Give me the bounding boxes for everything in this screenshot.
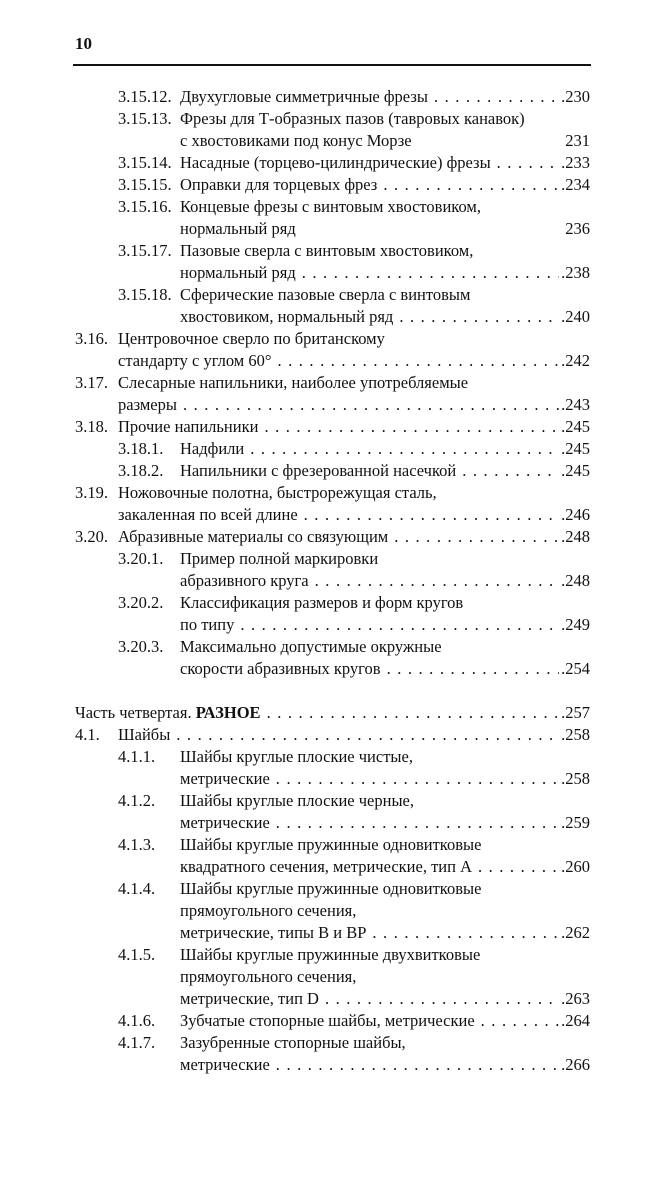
- toc-entry[interactable]: [0, 944, 650, 1010]
- dot-leader: [267, 702, 560, 724]
- dot-leader: [315, 570, 559, 592]
- toc-entry-number: 3.15.17.: [118, 241, 172, 260]
- toc-entry-title: Центровочное сверло по британскому: [118, 329, 385, 348]
- toc-entry-page: .249: [561, 615, 590, 634]
- toc-entry-number: 4.1.3.: [118, 835, 156, 854]
- toc-entry[interactable]: [0, 460, 650, 482]
- dot-leader: [176, 724, 559, 746]
- dot-leader: [277, 350, 559, 372]
- dot-leader: [183, 394, 559, 416]
- toc-entry-title: Ножовочные полотна, быстрорежущая сталь,: [118, 483, 437, 502]
- toc-entry-number: 4.1.: [75, 725, 100, 744]
- toc-entry-page: .259: [561, 813, 590, 832]
- part-prefix: Часть четвертая.: [75, 703, 192, 722]
- toc-entry[interactable]: [0, 174, 650, 196]
- toc-section-3: [0, 86, 650, 680]
- toc-entry-number: 3.15.14.: [118, 153, 172, 172]
- toc-entry-title: Концевые фрезы с винтовым хвостовиком,: [180, 197, 481, 216]
- dot-leader: [434, 86, 559, 108]
- toc-entry-title: метрические: [180, 769, 270, 788]
- toc-entry-title: Шайбы круглые пружинные одновитковые: [180, 835, 482, 854]
- toc-entry-number: 3.15.16.: [118, 197, 172, 216]
- toc-entry[interactable]: [0, 328, 650, 372]
- toc-entry-page: 231: [565, 131, 590, 150]
- dot-leader: [462, 460, 559, 482]
- toc-entry-title: метрические, тип D: [180, 989, 319, 1008]
- toc-entry-page: .246: [561, 505, 590, 524]
- toc-entry[interactable]: [0, 196, 650, 240]
- toc-entry[interactable]: [0, 724, 650, 746]
- toc-entry-number: 3.20.: [75, 527, 108, 546]
- toc-entry-title: Шайбы круглые плоские черные,: [180, 791, 414, 810]
- page-number: 10: [75, 34, 92, 53]
- toc-entry-title: Пазовые сверла с винтовым хвостовиком,: [180, 241, 474, 260]
- toc-entry-page: .266: [561, 1055, 590, 1074]
- toc-entry-number: 4.1.2.: [118, 791, 156, 810]
- toc-entry[interactable]: [0, 548, 650, 592]
- toc-entry-title: Двухугловые симметричные фрезы: [180, 87, 428, 106]
- toc-entry-number: 3.18.: [75, 417, 108, 436]
- toc-entry-title: метрические, типы В и ВР: [180, 923, 367, 942]
- toc-entry-title: Шайбы круглые пружинные одновитковые: [180, 879, 482, 898]
- header-rule: [73, 64, 591, 66]
- toc-entry-title: хвостовиком, нормальный ряд: [180, 307, 394, 326]
- toc-entry[interactable]: [0, 746, 650, 790]
- toc-entry[interactable]: [0, 790, 650, 834]
- dot-leader: [240, 614, 559, 636]
- toc-entry-title: Напильники с фрезерованной насечкой: [180, 461, 457, 480]
- toc-section-4: [0, 724, 650, 1076]
- toc-entry-page: .258: [561, 769, 590, 788]
- toc-entry-page: .264: [561, 1011, 590, 1030]
- toc-entry-title: абразивного круга: [180, 571, 309, 590]
- part-page: .257: [561, 703, 590, 722]
- toc-entry-title: Слесарные напильники, наиболее употребляемые: [118, 373, 469, 392]
- dot-leader: [399, 306, 559, 328]
- toc-entry-title: Шайбы: [118, 725, 171, 744]
- toc-entry-title: Прочие напильники: [118, 417, 259, 436]
- toc-entry-page: .234: [561, 175, 590, 194]
- toc-entry-number: 4.1.7.: [118, 1033, 156, 1052]
- toc-entry-page: .230: [561, 87, 590, 106]
- toc-entry-page: .238: [561, 263, 590, 282]
- dot-leader: [302, 262, 559, 284]
- toc-entry-page: .248: [561, 571, 590, 590]
- toc-entry-title: скорости абразивных кругов: [180, 659, 381, 678]
- table-of-contents: [0, 86, 650, 1076]
- toc-entry[interactable]: [0, 240, 650, 284]
- toc-entry-title: Классификация размеров и форм кругов: [180, 593, 464, 612]
- toc-entry-page: .240: [561, 307, 590, 326]
- toc-entry-title: Абразивные материалы со связующим: [118, 527, 389, 546]
- toc-entry-number: 3.17.: [75, 373, 108, 392]
- toc-entry-title: Максимально допустимые окружные: [180, 637, 442, 656]
- toc-entry-title: прямоугольного сечения,: [180, 901, 357, 920]
- dot-leader: [264, 416, 559, 438]
- dot-leader: [276, 812, 559, 834]
- toc-entry[interactable]: [0, 878, 650, 944]
- toc-entry-page: .242: [561, 351, 590, 370]
- dot-leader: [394, 526, 559, 548]
- toc-entry-number: 3.18.2.: [118, 461, 164, 480]
- toc-entry-title: квадратного сечения, метрические, тип А: [180, 857, 472, 876]
- dot-leader: [387, 658, 560, 680]
- dot-leader: [383, 174, 559, 196]
- toc-entry[interactable]: [0, 284, 650, 328]
- toc-entry-title: Сферические пазовые сверла с винтовым: [180, 285, 471, 304]
- dot-leader: [325, 988, 559, 1010]
- toc-entry-number: 3.16.: [75, 329, 108, 348]
- toc-entry-title: Зазубренные стопорные шайбы,: [180, 1033, 406, 1052]
- dot-leader: [478, 856, 559, 878]
- toc-entry-page: .262: [561, 923, 590, 942]
- toc-entry-title: нормальный ряд: [180, 219, 296, 238]
- toc-entry-number: 3.15.18.: [118, 285, 172, 304]
- toc-entry[interactable]: [0, 416, 650, 438]
- toc-entry-title: прямоугольного сечения,: [180, 967, 357, 986]
- toc-entry-number: 4.1.6.: [118, 1011, 156, 1030]
- dot-leader: [276, 1054, 559, 1076]
- toc-entry-number: 3.19.: [75, 483, 108, 502]
- toc-entry-page: .245: [561, 439, 590, 458]
- dot-leader: [481, 1010, 559, 1032]
- toc-entry-page: .254: [561, 659, 590, 678]
- toc-entry[interactable]: [0, 1010, 650, 1032]
- toc-entry-number: 3.20.3.: [118, 637, 164, 656]
- dot-leader: [276, 768, 559, 790]
- toc-entry-title: Фрезы для Т-образных пазов (тавровых канавок): [180, 109, 525, 128]
- toc-entry-number: 3.15.13.: [118, 109, 172, 128]
- dot-leader: [497, 152, 559, 174]
- toc-entry-page: .245: [561, 461, 590, 480]
- dot-leader: [372, 922, 559, 944]
- toc-entry[interactable]: [0, 526, 650, 548]
- toc-entry[interactable]: [0, 372, 650, 416]
- toc-entry-title: метрические: [180, 1055, 270, 1074]
- toc-entry-title: Шайбы круглые плоские чистые,: [180, 747, 413, 766]
- toc-entry-title: нормальный ряд: [180, 263, 296, 282]
- dot-leader: [250, 438, 559, 460]
- toc-entry-title: Зубчатые стопорные шайбы, метрические: [180, 1011, 475, 1030]
- toc-entry-page: 236: [565, 219, 590, 238]
- toc-entry-page: .260: [561, 857, 590, 876]
- toc-entry-title: стандарту с углом 60°: [118, 351, 272, 370]
- toc-entry-number: 4.1.4.: [118, 879, 156, 898]
- part-heading[interactable]: [0, 702, 650, 724]
- toc-entry-page: .263: [561, 989, 590, 1008]
- toc-entry[interactable]: [0, 834, 650, 878]
- toc-entry-title: по типу: [180, 615, 235, 634]
- toc-entry-number: 3.20.2.: [118, 593, 164, 612]
- toc-entry-title: размеры: [118, 395, 177, 414]
- toc-entry-page: .258: [561, 725, 590, 744]
- toc-entry[interactable]: [0, 86, 650, 108]
- toc-entry-title: Шайбы круглые пружинные двухвитковые: [180, 945, 481, 964]
- toc-entry[interactable]: [0, 108, 650, 152]
- toc-entry-number: 3.15.12.: [118, 87, 172, 106]
- toc-entry[interactable]: [0, 636, 650, 680]
- toc-entry-number: 3.20.1.: [118, 549, 164, 568]
- toc-entry-number: 4.1.5.: [118, 945, 156, 964]
- toc-entry-title: закаленная по всей длине: [118, 505, 298, 524]
- toc-entry-title: Оправки для торцевых фрез: [180, 175, 378, 194]
- dot-leader: [304, 504, 559, 526]
- toc-entry-number: 3.18.1.: [118, 439, 164, 458]
- toc-entry[interactable]: [0, 592, 650, 636]
- part-name: РАЗНОЕ: [195, 703, 261, 722]
- toc-entry[interactable]: [0, 482, 650, 526]
- toc-entry-title: метрические: [180, 813, 270, 832]
- toc-entry[interactable]: [0, 1032, 650, 1076]
- toc-entry[interactable]: [0, 438, 650, 460]
- toc-entry-page: .245: [561, 417, 590, 436]
- toc-entry-title: Пример полной маркировки: [180, 549, 379, 568]
- toc-entry-number: 4.1.1.: [118, 747, 156, 766]
- toc-entry-title: Насадные (торцево-цилиндрические) фрезы: [180, 153, 491, 172]
- toc-entry-page: .243: [561, 395, 590, 414]
- toc-entry-title: с хвостовиками под конус Морзе: [180, 131, 412, 150]
- toc-entry[interactable]: [0, 152, 650, 174]
- toc-entry-number: 3.15.15.: [118, 175, 172, 194]
- toc-entry-page: .233: [561, 153, 590, 172]
- toc-entry-page: .248: [561, 527, 590, 546]
- toc-entry-title: Надфили: [180, 439, 245, 458]
